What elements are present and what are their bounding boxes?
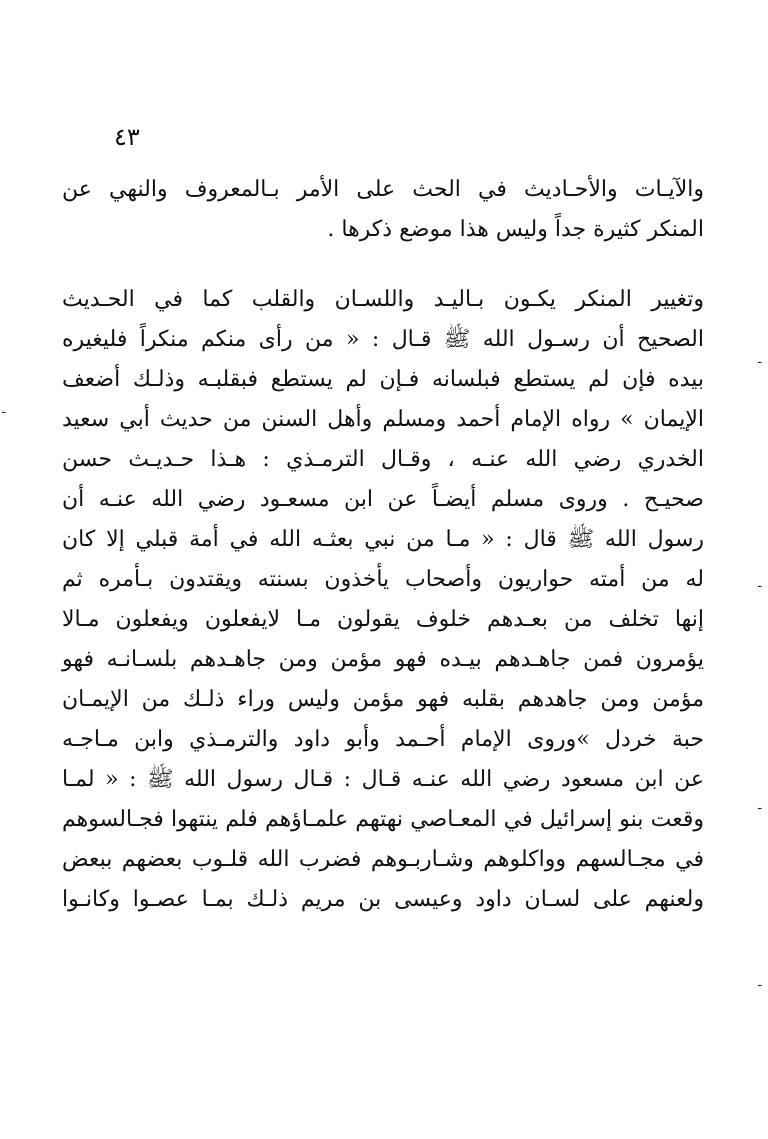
text-line: وقعت بنو إسرائيل في المعـاصي نهتهم علمـاؤهم فلم ينتهوا فجـالسوهم [62, 807, 704, 832]
text-line: الصحيح أن رسـول الله ﷺ قـال : « من رأى منكم منكراً فليغيره [62, 327, 704, 352]
text-line: رسول الله ﷺ قال : « مـا من نبي بعثـه الله في أمة قبلي إلا كان [62, 527, 704, 552]
text-line: عن ابن مسعود رضي الله عنـه قـال : قـال رسول الله ﷺ : « لمـا [62, 767, 704, 792]
paragraph-1 [62, 170, 704, 250]
margin-mark: ـ [2, 402, 6, 416]
text-line: يؤمرون فمن جاهـدهم بيـده فهو مؤمن ومن جاهـدهم بلسـانـه فهو [62, 647, 704, 672]
text-line: الإيمان » رواه الإمام أحمد ومسلم وأهل السنن من حديث أبي سعيد [62, 407, 704, 432]
text-line: في مجـالسهم وواكلوهم وشـاربـوهم فضرب الله قلـوب بعضهم ببعض [62, 847, 704, 872]
text-line: له من أمته حواريون وأصحاب يأخذون بسنته ويقتدون بـأمره ثم [62, 567, 704, 592]
text-line: مؤمن ومن جاهدهم بقلبه فهو مؤمن وليس وراء ذلـك من الإيمـان [62, 687, 704, 712]
margin-mark: ـ [758, 975, 762, 989]
text-line: حبة خردل »وروى الإمام أحـمد وأبو داود والترمـذي وابن مـاجـه [62, 727, 704, 752]
text-line: المنكر كثيرة جداً وليس هذا موضع ذكرها . [327, 217, 704, 242]
body-text [62, 170, 704, 920]
text-line: إنها تخلف من بعـدهم خلوف يقولون مـا لايفعلون ويفعلون مـالا [62, 607, 704, 632]
paragraph-2 [62, 280, 704, 920]
text-line: بيده فإن لم يستطع فبلسانه فـإن لم يستطع فبقلبـه وذلـك أضعف [62, 367, 704, 392]
text-line: والآيـات والأحـاديث في الحث على الأمر بـالمعروف والنهي عن [62, 177, 704, 202]
page-number: ٤٣ [114, 123, 140, 151]
text-line: وتغيير المنكر يكـون بـاليـد واللسـان والقلب كما في الحـديث [62, 287, 704, 312]
text-line: ولعنهم على لسـان داود وعيسى بن مريم ذلـك بمـا عصـوا وكانـوا [62, 887, 704, 912]
margin-mark: ـ [758, 576, 762, 590]
margin-mark: ـ [758, 352, 762, 366]
text-line: صحيـح . وروى مسلم أيضـاً عن ابن مسعـود رضي الله عنـه أن [62, 487, 704, 512]
margin-mark: ـ [758, 798, 762, 812]
text-line: الخدري رضي الله عنـه ، وقـال الترمـذي : هـذا حـديـث حسن [62, 447, 704, 472]
